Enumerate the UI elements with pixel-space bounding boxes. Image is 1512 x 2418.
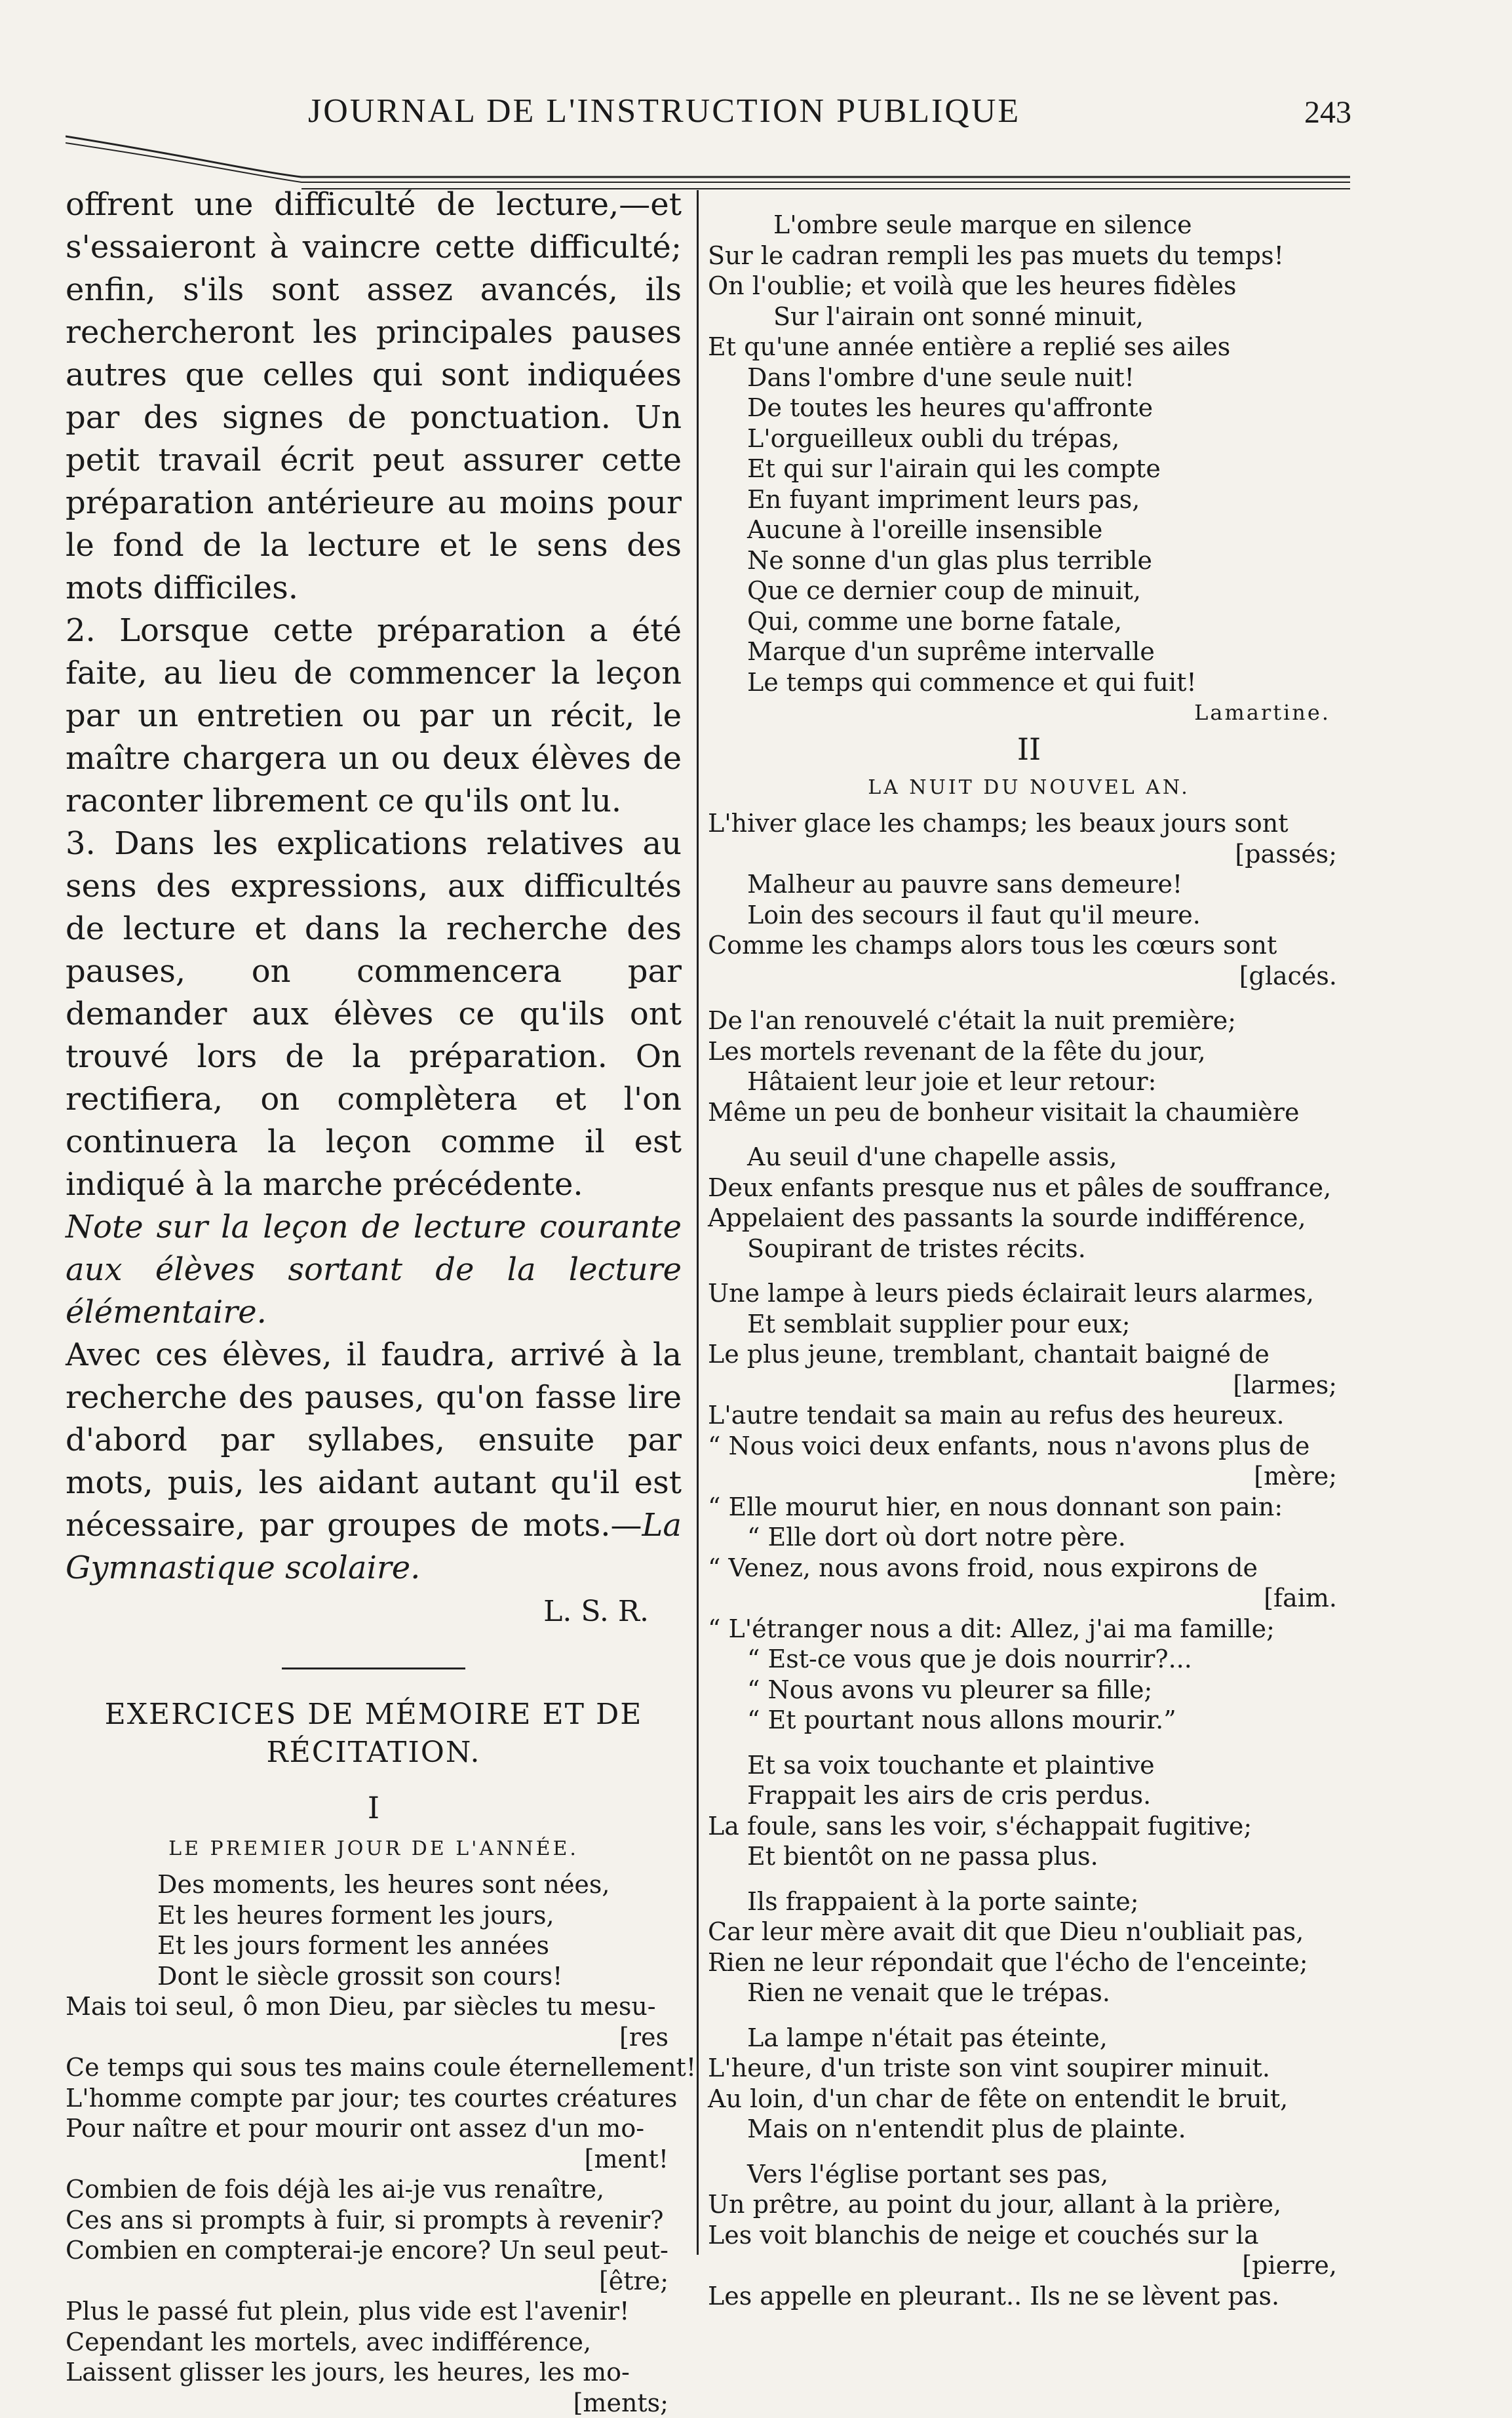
verse-line: Des moments, les heures sont nées, <box>66 1869 682 1900</box>
section-divider <box>282 1667 465 1669</box>
note-text: Avec ces élèves, il faudra, arrivé à la recherche des pauses, qu'on fasse lire d'abord par syllabes, ensuite par mots, puis, les aidant autant qu'il est nécessaire, par groupes de mots.— <box>66 1336 682 1544</box>
verse-line: De toutes les heures qu'affronte <box>708 393 1350 423</box>
note-source: La Gymnastique scolaire. <box>66 1507 682 1586</box>
verse-line: “ Nous avons vu pleurer sa fille; <box>708 1675 1350 1706</box>
verse-line: Le plus jeune, tremblant, chantait baigné de <box>708 1339 1350 1370</box>
verse-line: L'ombre seule marque en silence <box>708 210 1350 241</box>
verse-line: “ Venez, nous avons froid, nous expirons de <box>708 1553 1350 1584</box>
left-column <box>66 184 682 2418</box>
verse-line: Mais on n'entendit plus de plainte. <box>708 2114 1350 2145</box>
verse-line: Ils frappaient à la porte sainte; <box>708 1886 1350 1917</box>
verse-line: Rien ne venait que le trépas. <box>708 1978 1350 2008</box>
verse-line: [ments; <box>66 2388 682 2418</box>
verse-line: De l'an renouvelé c'était la nuit première; <box>708 1005 1350 1036</box>
verse-line: [mère; <box>708 1461 1350 1492</box>
poem-verse <box>66 1869 682 2418</box>
verse-line: Les voit blanchis de neige et couchés sur la <box>708 2220 1350 2251</box>
verse-line: Même un peu de bonheur visitait la chaumière <box>708 1097 1350 1128</box>
paragraph: 2. Lorsque cette préparation a été faite, au lieu de commencer la leçon par un entretien ou par un récit, le maître chargera un ou deux élèves de raconter librement ce qu'ils ont lu. <box>66 610 682 823</box>
verse-line: Une lampe à leurs pieds éclairait leurs alarmes, <box>708 1278 1350 1309</box>
stanza-gap <box>708 1127 1350 1142</box>
stanza-gap <box>708 1872 1350 1886</box>
verse-line: Et semblait supplier pour eux; <box>708 1309 1350 1340</box>
verse-line: Les mortels revenant de la fête du jour, <box>708 1036 1350 1067</box>
verse-line: Ce temps qui sous tes mains coule éternellement! <box>66 2052 682 2083</box>
running-title: JOURNAL DE L'INSTRUCTION PUBLIQUE <box>308 92 1020 130</box>
verse-line: Mais toi seul, ô mon Dieu, par siècles tu mesu- <box>66 1991 682 2022</box>
page-number: 243 <box>1304 94 1351 130</box>
section-title <box>66 1696 682 1772</box>
verse-line: Frappait les airs de cris perdus. <box>708 1780 1350 1811</box>
verse-line: Au seuil d'une chapelle assis, <box>708 1142 1350 1173</box>
verse-line: Les appelle en pleurant.. Ils ne se lèvent pas. <box>708 2281 1350 2312</box>
verse-line: Combien en compterai-je encore? Un seul peut- <box>66 2235 682 2266</box>
verse-line: Et les heures forment les jours, <box>66 1900 682 1931</box>
verse-line: L'heure, d'un triste son vint soupirer minuit. <box>708 2053 1350 2084</box>
verse-line: On l'oublie; et voilà que les heures fidèles <box>708 271 1350 302</box>
verse-line: Sur le cadran rempli les pas muets du temps! <box>708 241 1350 271</box>
verse-line: [larmes; <box>708 1370 1350 1401</box>
note-heading: Note sur la leçon de lecture courante aux élèves sortant de la lecture élémentaire. <box>66 1206 682 1334</box>
verse-line: Qui, comme une borne fatale, <box>708 606 1350 637</box>
verse-line: Et qui sur l'airain qui les compte <box>708 454 1350 484</box>
verse-line: Ne sonne d'un glas plus terrible <box>708 545 1350 576</box>
verse-line: La foule, sans les voir, s'échappait fugitive; <box>708 1811 1350 1842</box>
verse-line: Au loin, d'un char de fête on entendit le bruit, <box>708 2084 1350 2115</box>
verse-line: “ Nous voici deux enfants, nous n'avons plus de <box>708 1431 1350 1462</box>
verse-line: Ces ans si prompts à fuir, si prompts à revenir? <box>66 2205 682 2236</box>
verse-line: Deux enfants presque nus et pâles de souffrance, <box>708 1173 1350 1203</box>
verse-line: “ Est-ce vous que je dois nourrir?... <box>708 1644 1350 1675</box>
verse-line: Et bientôt on ne passa plus. <box>708 1841 1350 1872</box>
verse-line: Malheur au pauvre sans demeure! <box>708 869 1350 900</box>
section-title-line: EXERCICES DE MÉMOIRE ET DE <box>66 1696 682 1734</box>
stanza-gap <box>708 1736 1350 1750</box>
article-body <box>66 184 682 1589</box>
verse-line: Dont le siècle grossit son cours! <box>66 1961 682 1992</box>
verse-line: Combien de fois déjà les ai-je vus renaître, <box>66 2174 682 2205</box>
verse-line: Hâtaient leur joie et leur retour: <box>708 1066 1350 1097</box>
verse-line: Car leur mère avait dit que Dieu n'oubliait pas, <box>708 1917 1350 1947</box>
verse-line: [passés; <box>708 839 1350 870</box>
verse-line: “ L'étranger nous a dit: Allez, j'ai ma famille; <box>708 1614 1350 1645</box>
verse-line: Un prêtre, au point du jour, allant à la prière, <box>708 2189 1350 2220</box>
poem-number: II <box>708 731 1350 767</box>
verse-line: Appelaient des passants la sourde indifférence, <box>708 1203 1350 1234</box>
verse-line: [ment! <box>66 2144 682 2175</box>
stanza-gap <box>708 2145 1350 2159</box>
verse-line: “ Elle mourut hier, en nous donnant son pain: <box>708 1492 1350 1523</box>
verse-line: [res <box>66 2022 682 2053</box>
verse-line: Vers l'église portant ses pas, <box>708 2159 1350 2190</box>
verse-line: “ Et pourtant nous allons mourir.” <box>708 1705 1350 1736</box>
author-signature: L. S. R. <box>66 1595 649 1628</box>
verse-line: Cependant les mortels, avec indifférence, <box>66 2327 682 2358</box>
verse-line: Rien ne leur répondait que l'écho de l'enceinte; <box>708 1947 1350 1978</box>
verse-line: Plus le passé fut plein, plus vide est l'avenir! <box>66 2296 682 2327</box>
column-divider <box>697 190 699 2255</box>
verse-line: Et qu'une année entière a replié ses ailes <box>708 332 1350 362</box>
poem-author: Lamartine. <box>708 700 1350 725</box>
verse-line: [pierre, <box>708 2250 1350 2281</box>
verse-line: En fuyant impriment leurs pas, <box>708 484 1350 515</box>
stanza-gap <box>708 2008 1350 2023</box>
verse-line: Sur l'airain ont sonné minuit, <box>708 302 1350 332</box>
poem-verse <box>708 808 1350 2311</box>
verse-line: L'orgueilleux oubli du trépas, <box>708 423 1350 454</box>
verse-line: L'autre tendait sa main au refus des heureux. <box>708 1400 1350 1431</box>
paragraph: 3. Dans les explications relatives au sens des expressions, aux difficultés de lecture et dans la recherche des pauses, on commencera par demander aux élèves ce qu'ils ont trouvé lors de la préparation. On rectifiera, on complètera et l'on continuera la leçon comme il est indiqué à la marche précédente. <box>66 823 682 1206</box>
verse-line: Soupirant de tristes récits. <box>708 1234 1350 1264</box>
poem-title: LE PREMIER JOUR DE L'ANNÉE. <box>66 1837 682 1860</box>
verse-line: Et les jours forment les années <box>66 1930 682 1961</box>
verse-line: [être; <box>66 2266 682 2297</box>
verse-line: Aucune à l'oreille insensible <box>708 515 1350 545</box>
verse-line: Comme les champs alors tous les cœurs sont <box>708 930 1350 961</box>
verse-line: Loin des secours il faut qu'il meure. <box>708 900 1350 931</box>
right-column <box>708 210 1350 2311</box>
section-title-line: RÉCITATION. <box>66 1734 682 1772</box>
verse-line: Que ce dernier coup de minuit, <box>708 575 1350 606</box>
verse-line: Laissent glisser les jours, les heures, les mo- <box>66 2357 682 2388</box>
paragraph: offrent une difficulté de lecture,—et s'essaieront à vaincre cette difficulté; enfin, s'ils sont assez avancés, ils rechercheront les principales pauses autres que celles qui sont indiquées par des signes de ponctuation. Un petit travail écrit peut assurer cette préparation antérieure au moins pour le fond de la lecture et le sens des mots difficiles. <box>66 184 682 610</box>
stanza-gap <box>708 991 1350 1005</box>
verse-line: L'homme compte par jour; tes courtes créatures <box>66 2083 682 2114</box>
poem-number: I <box>66 1790 682 1825</box>
verse-line: Pour naître et pour mourir ont assez d'un mo- <box>66 2113 682 2144</box>
verse-line: La lampe n'était pas éteinte, <box>708 2023 1350 2054</box>
stanza-gap <box>708 1264 1350 1278</box>
verse-line: [glacés. <box>708 961 1350 992</box>
verse-line: “ Elle dort où dort notre père. <box>708 1522 1350 1553</box>
poem-title: LA NUIT DU NOUVEL AN. <box>708 776 1350 799</box>
note-body <box>66 1334 682 1589</box>
verse-line: Marque d'un suprême intervalle <box>708 636 1350 667</box>
poem-verse-continued <box>708 210 1350 697</box>
verse-line: Le temps qui commence et qui fuit! <box>708 667 1350 698</box>
verse-line: Et sa voix touchante et plaintive <box>708 1750 1350 1781</box>
verse-line: [faim. <box>708 1583 1350 1614</box>
verse-line: Dans l'ombre d'une seule nuit! <box>708 362 1350 393</box>
verse-line: L'hiver glace les champs; les beaux jours sont <box>708 808 1350 839</box>
